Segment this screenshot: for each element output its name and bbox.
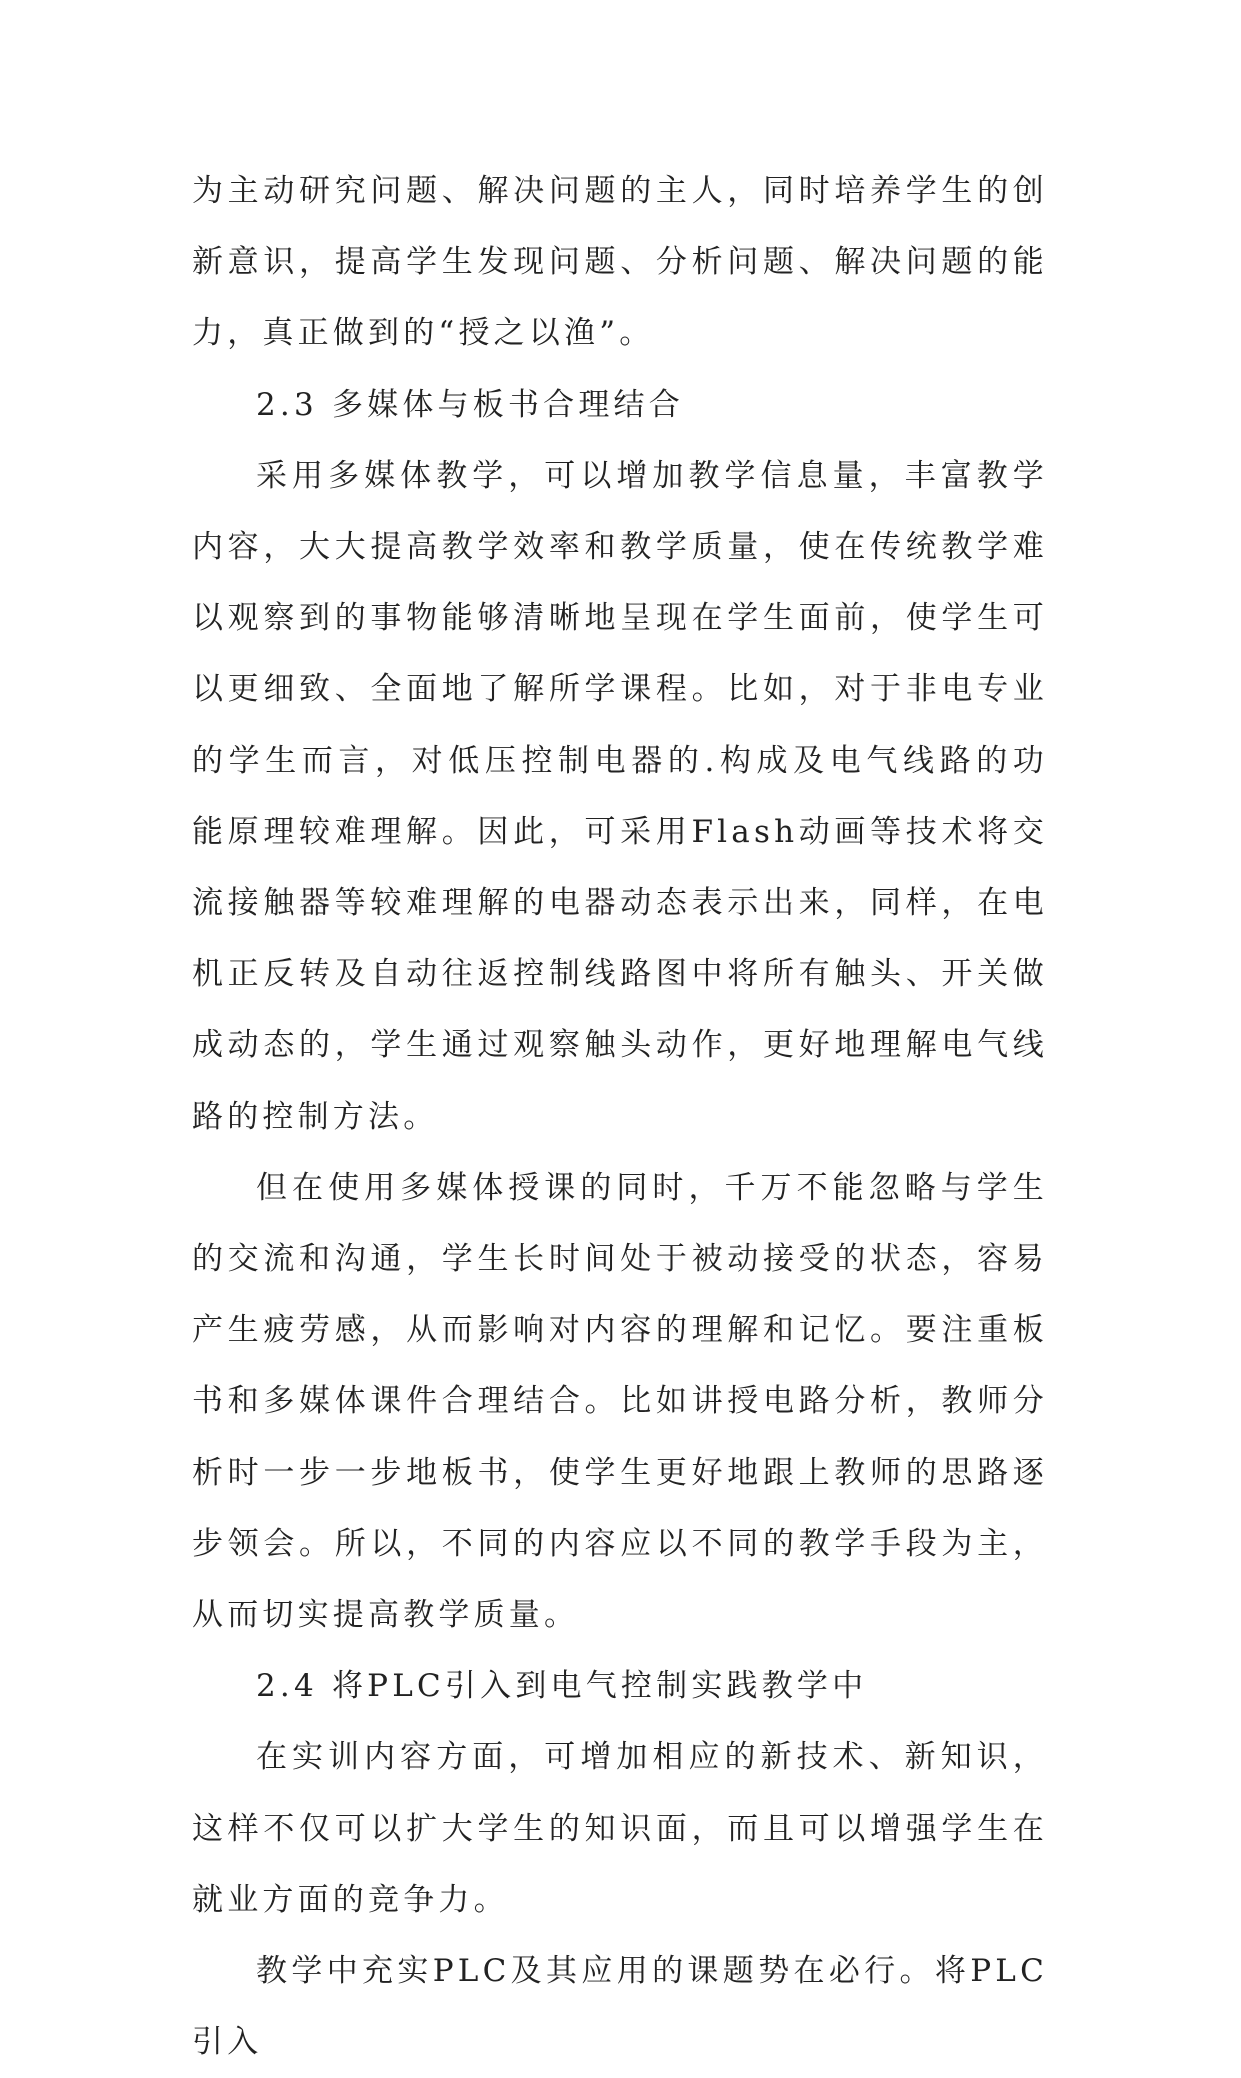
- section-heading-2-4: 2.4 将PLC引入到电气控制实践教学中: [256, 1668, 868, 1705]
- paragraph-training-content: 在实训内容方面，可增加相应的新技术、新知识，这样不仅可以扩大学生的知识面，而且可以增强学生在就业方面的竞争力。: [192, 1739, 1048, 1918]
- document-page: [192, 156, 1048, 2078]
- paragraph-blackboard-combination: 但在使用多媒体授课的同时，千万不能忽略与学生的交流和沟通，学生长时间处于被动接受的状态，容易产生疲劳感，从而影响对内容的理解和记忆。要注重板书和多媒体课件合理结合。比如讲授电路分析，教师分析时一步一步地板书，使学生更好地跟上教师的思路逐步领会。所以，不同的内容应以不同的教学手段为主，从而切实提高教学质量。: [192, 1169, 1048, 1634]
- section-heading-2-3: 2.3 多媒体与板书合理结合: [256, 386, 684, 423]
- paragraph-multimedia-teaching: 采用多媒体教学，可以增加教学信息量，丰富教学内容，大大提高教学效率和教学质量，使在传统教学难以观察到的事物能够清晰地呈现在学生面前，使学生可以更细致、全面地了解所学课程。比如，对于非电专业的学生而言，对低压控制电器的.构成及电气线路的功能原理较难理解。因此，可采用Flash动画等技术将交流接触器等较难理解的电器动态表示出来，同样，在电机正反转及自动往返控制线路图中将所有触头、开关做成动态的，学生通过观察触头动作，更好地理解电气线路的控制方法。: [192, 457, 1048, 1135]
- paragraph-continuation: 为主动研究问题、解决问题的主人，同时培养学生的创新意识，提高学生发现问题、分析问题、解决问题的能力，真正做到的“授之以渔”。: [192, 173, 1048, 352]
- paragraph-plc-application: 教学中充实PLC及其应用的课题势在必行。将PLC引入: [192, 1953, 1048, 2061]
